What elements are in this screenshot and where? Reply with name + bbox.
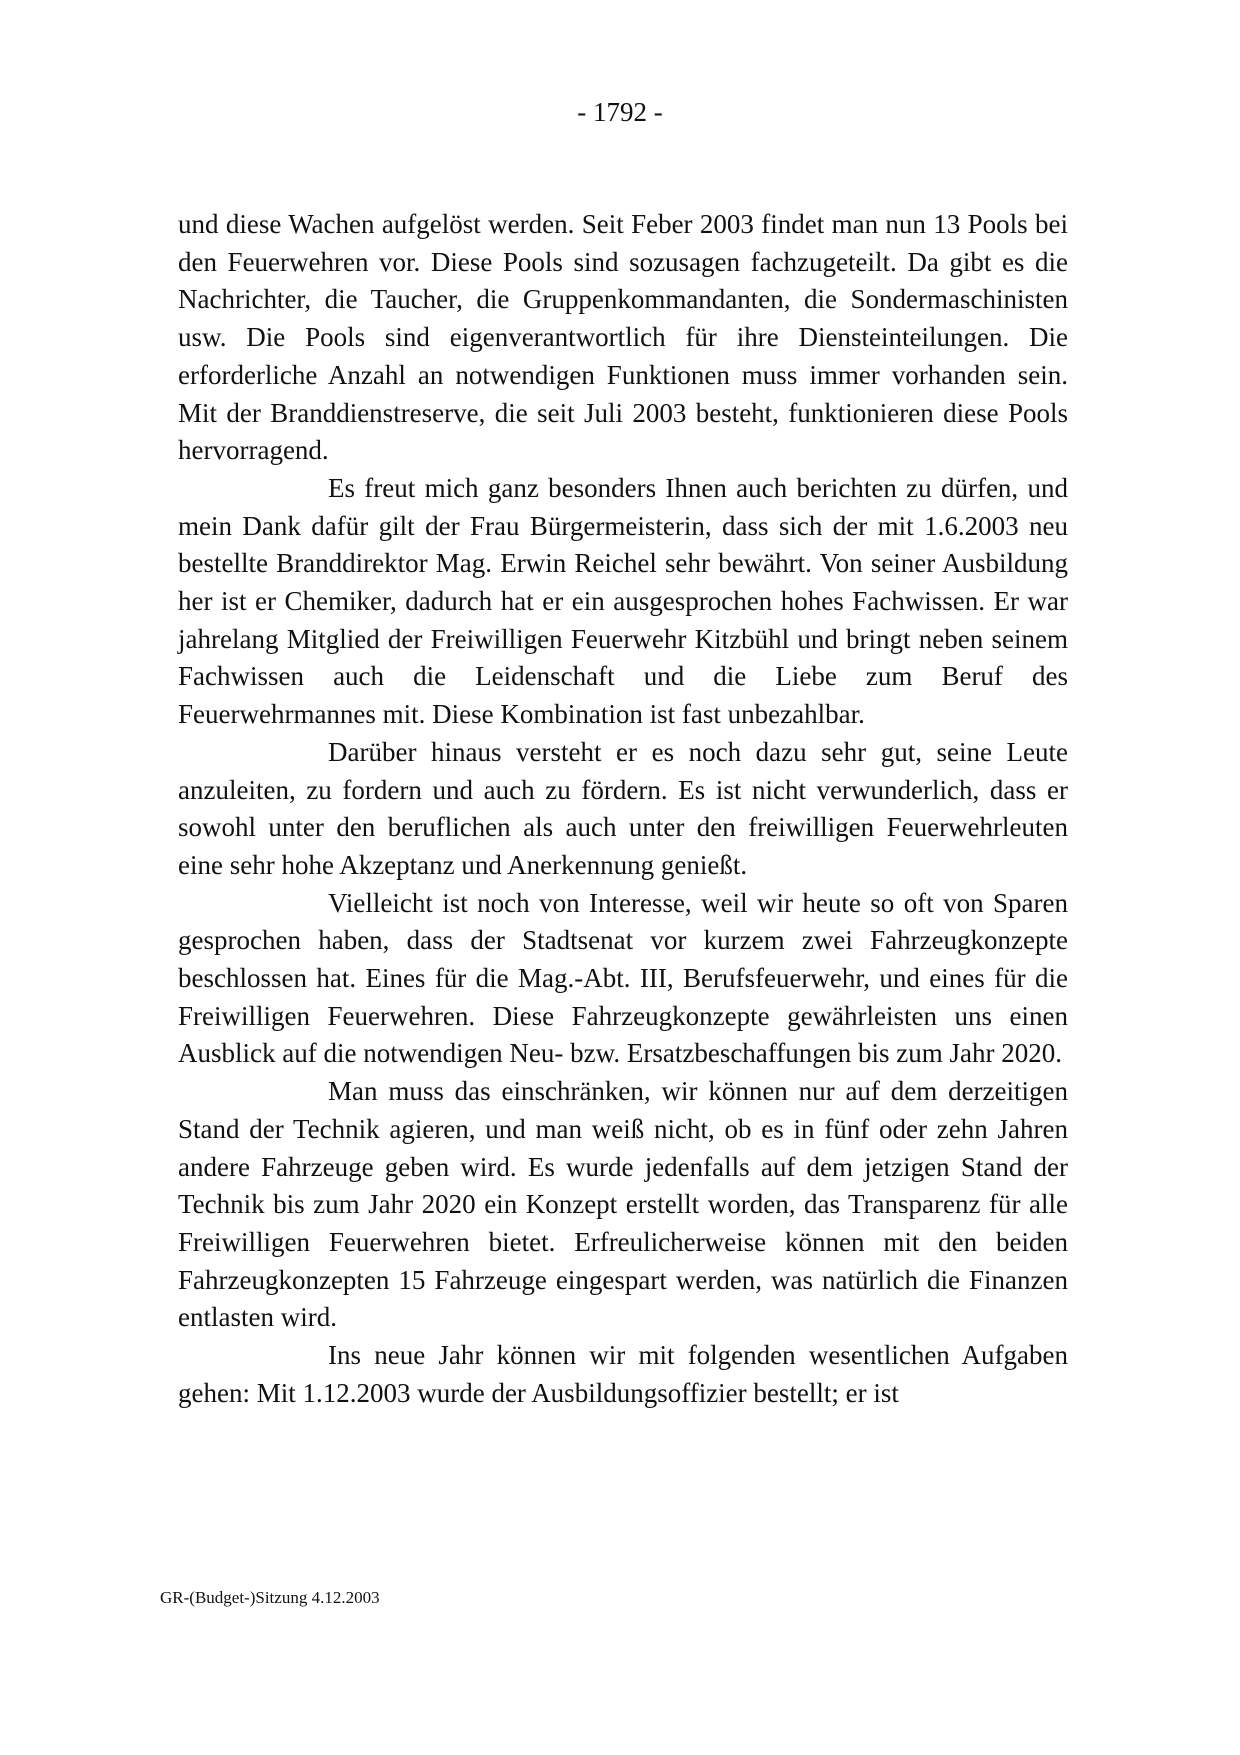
paragraph: Vielleicht ist noch von Interesse, weil wir heute so oft von Sparen gesprochen haben, dass der Stadtsenat vor kurzem zwei Fahrzeugkonzepte beschlossen hat. Eines für die Mag.-Abt. III, Berufsfeuerwehr, und eines für die Freiwilligen Feuerwehren. Diese Fahrzeugkonzepte gewährleisten uns einen Ausblick auf die notwendigen Neu- bzw. Ersatzbeschaffungen bis zum Jahr 2020. xyxy=(178,887,1068,1069)
document-body xyxy=(178,206,1068,1413)
paragraph: Darüber hinaus versteht er es noch dazu sehr gut, seine Leute anzuleiten, zu fordern und auch zu fördern. Es ist nicht verwunderlich, dass er sowohl unter den beruflichen als auch unter den freiwilligen Feuerwehrleuten eine sehr hohe Akzeptanz und Anerkennung genießt. xyxy=(178,736,1068,880)
paragraph: Ins neue Jahr können wir mit folgenden wesentlichen Aufgaben gehen: Mit 1.12.2003 wurde der Ausbildungsoffizier bestellt; er ist xyxy=(178,1340,1068,1408)
page-number: - 1792 - xyxy=(577,97,663,127)
paragraph: und diese Wachen aufgelöst werden. Seit Feber 2003 findet man nun 13 Pools bei den Feuerwehren vor. Diese Pools sind sozusagen fachzugeteilt. Da gibt es die Nachrichter, die Taucher, die Gruppenkommandanten, die Sondermaschinisten usw. Die Pools sind eigenverantwortlich für ihre Diensteinteilungen. Die erforderliche Anzahl an notwendigen Funktionen muss immer vorhanden sein. Mit der Branddienstreserve, die seit Juli 2003 besteht, funktionieren diese Pools hervorragend. xyxy=(178,209,1068,466)
paragraph: Es freut mich ganz besonders Ihnen auch berichten zu dürfen, und mein Dank dafür gilt der Frau Bürgermeisterin, dass sich der mit 1.6.2003 neu bestellte Branddirektor Mag. Erwin Reichel sehr bewährt. Von seiner Ausbildung her ist er Chemiker, dadurch hat er ein ausgesprochen hohes Fachwissen. Er war jahrelang Mitglied der Freiwilligen Feuerwehr Kitzbühl und bringt neben seinem Fachwissen auch die Leidenschaft und die Liebe zum Beruf des Feuerwehrmannes mit. Diese Kombination ist fast unbezahlbar. xyxy=(178,472,1068,730)
paragraph: Man muss das einschränken, wir können nur auf dem derzeitigen Stand der Technik agieren, und man weiß nicht, ob es in fünf oder zehn Jahren andere Fahrzeuge geben wird. Es wurde jedenfalls auf dem jetzigen Stand der Technik bis zum Jahr 2020 ein Konzept erstellt worden, das Transparenz für alle Freiwilligen Feuerwehren bietet. Erfreulicherweise können mit den beiden Fahrzeugkonzepten 15 Fahrzeuge eingespart werden, was natürlich die Finanzen entlasten wird. xyxy=(178,1076,1068,1333)
footer-session-info: GR-(Budget-)Sitzung 4.12.2003 xyxy=(160,1588,380,1607)
